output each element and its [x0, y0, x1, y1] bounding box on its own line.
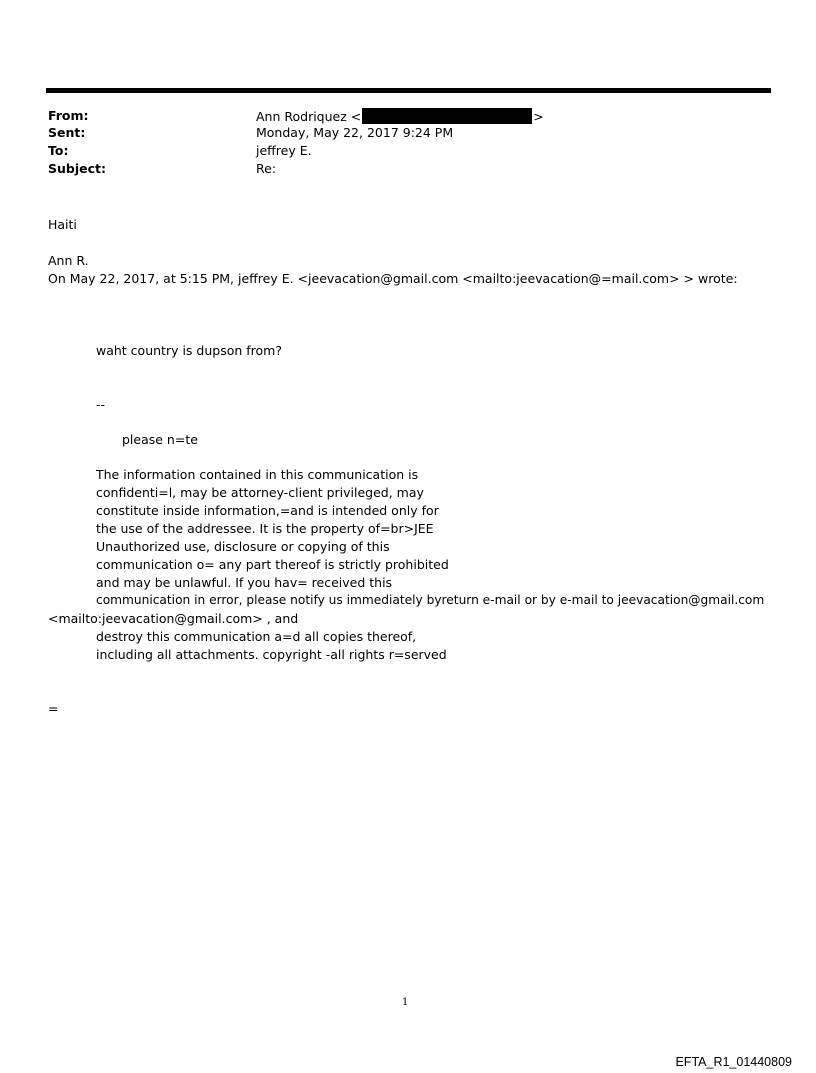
to-label: To: — [48, 143, 69, 158]
trailing-equals: = — [48, 701, 59, 716]
disclaimer-line: including all attachments. copyright -all rights r=served — [96, 647, 447, 662]
from-close: > — [533, 109, 544, 124]
quoted-question: waht country is dupson from? — [96, 343, 282, 358]
from-name: Ann Rodriquez < — [256, 109, 362, 124]
sent-value: Monday, May 22, 2017 9:24 PM — [256, 125, 454, 140]
disclaimer-line: communication in error, please notify us immediately byreturn e-mail or by e-mail to jeevacation@gmail.com — [96, 593, 765, 607]
disclaimer-line: destroy this communication a=d all copies thereof, — [96, 629, 417, 644]
page-number: 1 — [402, 997, 409, 1008]
disclaimer-line: The information contained in this communication is — [96, 467, 419, 482]
header-rule — [46, 88, 771, 93]
signature: Ann R. — [48, 253, 89, 268]
from-label: From: — [48, 108, 89, 123]
signature-separator: -- — [96, 397, 106, 412]
subject-label: Subject: — [48, 161, 106, 176]
note-heading: please n=te — [122, 432, 198, 447]
disclaimer-line: communication o= any part thereof is strictly prohibited — [96, 557, 449, 572]
from-value — [256, 108, 544, 125]
reply-text: Haiti — [48, 217, 77, 232]
disclaimer-line: constitute inside information,=and is intended only for — [96, 503, 439, 518]
subject-value: Re: — [256, 161, 277, 176]
disclaimer-line: and may be unlawful. If you hav= received this — [96, 575, 393, 590]
disclaimer-line: Unauthorized use, disclosure or copying of this — [96, 539, 390, 554]
document-id: EFTA_R1_01440809 — [675, 1055, 792, 1069]
disclaimer-line: confidenti=l, may be attorney-client privileged, may — [96, 485, 424, 500]
disclaimer-line: the use of the addressee. It is the property of=br>JEE — [96, 521, 434, 536]
to-value: jeffrey E. — [256, 143, 312, 158]
sent-label: Sent: — [48, 125, 86, 140]
disclaimer-line: <mailto:jeevacation@gmail.com> , and — [48, 611, 299, 626]
quote-intro: On May 22, 2017, at 5:15 PM, jeffrey E. <jeevacation@gmail.com <mailto:jeevacation@=mail.com> > wrote: — [48, 271, 738, 286]
redaction-box — [362, 108, 532, 124]
